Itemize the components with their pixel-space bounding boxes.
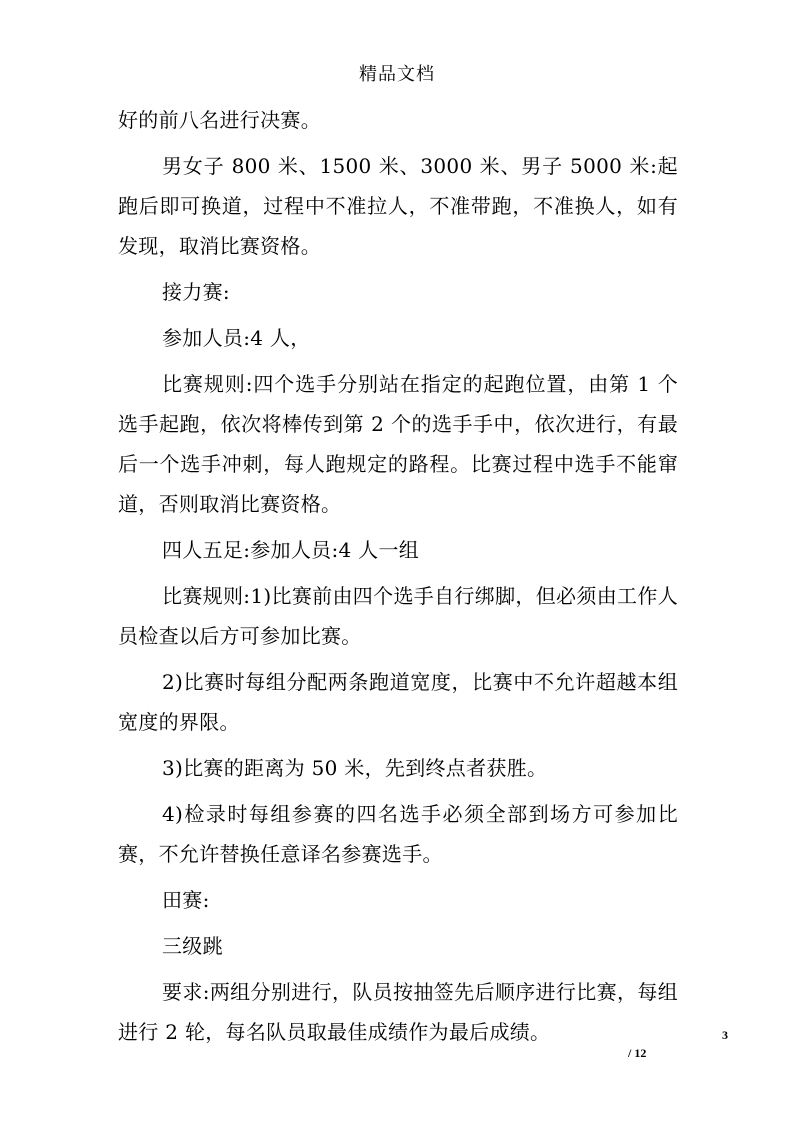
section-heading-triple-jump: 三级跳 — [162, 934, 223, 958]
paragraph-relay-participants: 参加人员:4 人， — [162, 326, 311, 350]
paragraph-four-person-rule-1: 比赛规则:1)比赛前由四个选手自行绑脚，但必须由工作人员检查以后方可参加比赛。 — [118, 584, 678, 648]
paragraph-running-rules: 男女子 800 米、1500 米、3000 米、男子 5000 米:起跑后即可换道，过程中不准拉人，不准带跑，不准换人，如有发现，取消比赛资格。 — [118, 154, 678, 258]
section-heading-four-person: 四人五足:参加人员:4 人一组 — [162, 538, 420, 562]
paragraph-four-person-rule-4: 4)检录时每组参赛的四名选手必须全部到场方可参加比赛，不允许替换任意译名参赛选手。 — [118, 802, 678, 866]
paragraph-continuation: 好的前八名进行决赛。 — [118, 108, 321, 132]
page-header-title: 精品文档 — [359, 64, 435, 85]
section-heading-relay: 接力赛: — [162, 280, 230, 304]
document-body — [118, 100, 678, 1058]
paragraph-four-person-rule-3: 3)比赛的距离为 50 米，先到终点者获胜。 — [162, 756, 548, 780]
page-total: / 12 — [628, 1046, 647, 1060]
section-heading-field-events: 田赛: — [162, 888, 210, 912]
paragraph-four-person-rule-2: 2)比赛时每组分配两条跑道宽度，比赛中不允许超越本组宽度的界限。 — [118, 670, 678, 734]
paragraph-relay-rules: 比赛规则:四个选手分别站在指定的起跑位置，由第 1 个选手起跑，依次将棒传到第 2 个的选手手中，依次进行，有最后一个选手冲刺，每人跑规定的路程。比赛过程中选手不能窜道，否则取消比赛资格。 — [118, 372, 678, 516]
page-number: 3 — [722, 1028, 728, 1042]
paragraph-triple-jump-requirements: 要求:两组分别进行，队员按抽签先后顺序进行比赛，每组进行 2 轮，每名队员取最佳成绩作为最后成绩。 — [118, 980, 678, 1044]
